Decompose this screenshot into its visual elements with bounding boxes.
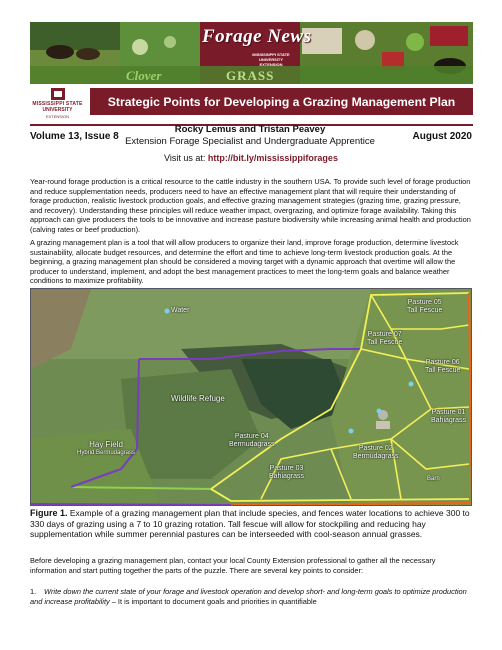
puzzle-paragraph: Before developing a grazing management plan, contact your local County Extension professional to gather all the necessary information and start putting together the parts of the puzzle. There are several key points to consider: <box>30 556 436 575</box>
map-label-hay-field <box>77 441 135 457</box>
plan-paragraph: A grazing management plan is a tool that will allow producers to organize their land, improve forage production, determine livestock sustainability, allocate budget resources, and determine the effort and time to achieve long-term livestock production goals. At the beginning, a grazing management plan should be considered a moving target with a dynamic approach that overtime will allow the producer to understand, implement, and adopt the best management practices to meet the long-term goals and balance weather conditions to maximize profitability. <box>30 238 459 286</box>
figure-caption-text: Example of a grazing management plan that include species, and fences water locations to achieve 300 to 330 days of grazing using a 7 to 10 grazing rotation. Tall fescue will allow for stockpiling and reducing hay supplementation while summer perennial pastures can be interseeded with cool-season annual grasses. <box>30 508 470 539</box>
forage-news-banner <box>30 22 473 84</box>
figure-caption-label: Figure 1. <box>30 508 68 518</box>
clover-word: Clover <box>126 68 162 83</box>
msu-extension-mark: MISSISSIPPI STATE UNIVERSITY EXTENSION <box>252 52 290 67</box>
logo-line-3: EXTENSION <box>45 114 70 119</box>
pasture-02-name: Pasture 02 <box>358 445 393 452</box>
intro-paragraph: Year-round forage production is a critical resource to the cattle industry in the southern USA. To provide such level of forage production and reduce supplementation needs, producers need to have an effective management plant that will require their understanding of forage production, realistic livestock production goals, and effective grazing management strategies (grazing time, grazing pressure, and recovery). Understanding these principles will reduce weather impact, overgrazing, and optimize forage availability. Taking this approach can give producers the tools to be innovative and increase pasture biodiversity while increasing animal health and production (calving rates or beef production). <box>30 177 471 234</box>
logo-line-2: UNIVERSITY <box>42 107 73 113</box>
website-link[interactable]: http://bit.ly/mississippiforages <box>207 153 338 163</box>
pasture-05-name: Pasture 05 <box>407 299 442 306</box>
logo-line-1: MISSISSIPPI STATE <box>32 101 83 107</box>
map-label-pasture-07 <box>367 331 402 347</box>
pasture-07-name: Pasture 07 <box>367 331 402 338</box>
aerial-map-image <box>31 289 472 506</box>
pasture-06-name: Pasture 06 <box>425 359 460 366</box>
map-label-wildlife-refuge: Wildlife Refuge <box>171 394 225 403</box>
water-marker-icon <box>349 429 354 434</box>
key-points-list <box>30 587 473 606</box>
msu-logo-icon <box>51 88 65 100</box>
map-label-barn: Barn <box>427 476 440 482</box>
pasture-05-species: Tall Fescue <box>407 307 443 314</box>
newsletter-title: Forage News <box>202 26 312 47</box>
pasture-03-name: Pasture 03 <box>269 465 304 472</box>
figure-caption <box>30 508 473 540</box>
pasture-07-species: Tall Fescue <box>367 339 403 346</box>
map-label-pasture-03 <box>269 465 304 481</box>
hay-field-species: Hybrid Bermudagrass <box>77 450 136 456</box>
visit-line <box>0 153 502 163</box>
issue-number: Volume 13, Issue 8 <box>30 131 119 142</box>
hay-field-name: Hay Field <box>89 440 123 449</box>
water-marker-icon <box>165 309 170 314</box>
visit-label: Visit us at: <box>164 153 206 163</box>
map-label-pasture-04 <box>229 433 275 449</box>
author-block <box>100 124 400 148</box>
map-label-pasture-02 <box>353 445 399 461</box>
list-item-text: – It is important to document goals and priorities in quantifiable <box>109 596 317 606</box>
water-marker-icon <box>377 409 382 414</box>
list-item-italic: Write down the current state of your forage and livestock operation and develop short- and long-term goals to optimize production and increase profitability <box>30 587 467 606</box>
list-item-number: 1. <box>30 587 37 596</box>
water-marker-icon <box>409 382 414 387</box>
grazing-plan-map <box>30 288 472 506</box>
author-names: Rocky Lemus and Tristan Peavey <box>174 124 326 135</box>
map-label-pasture-05 <box>407 299 442 315</box>
map-label-pasture-01 <box>431 409 466 425</box>
pasture-04-species: Bermudagrass <box>229 441 275 448</box>
pasture-04-name: Pasture 04 <box>234 433 269 440</box>
pasture-01-species: Bahiagrass <box>431 417 467 424</box>
pasture-06-species: Tall Fescue <box>425 367 461 374</box>
grass-word: GRASS <box>226 68 275 83</box>
pasture-03-species: Bahiagrass <box>269 473 305 480</box>
pasture-02-species: Bermudagrass <box>353 453 399 460</box>
issue-date: August 2020 <box>412 131 472 142</box>
article-title: Strategic Points for Developing a Grazing Management Plan <box>90 88 473 115</box>
map-label-pasture-06 <box>425 359 460 375</box>
author-roles: Extension Forage Specialist and Undergraduate Apprentice <box>125 136 375 147</box>
pasture-01-name: Pasture 01 <box>431 409 466 416</box>
map-label-water: Water <box>171 307 190 314</box>
